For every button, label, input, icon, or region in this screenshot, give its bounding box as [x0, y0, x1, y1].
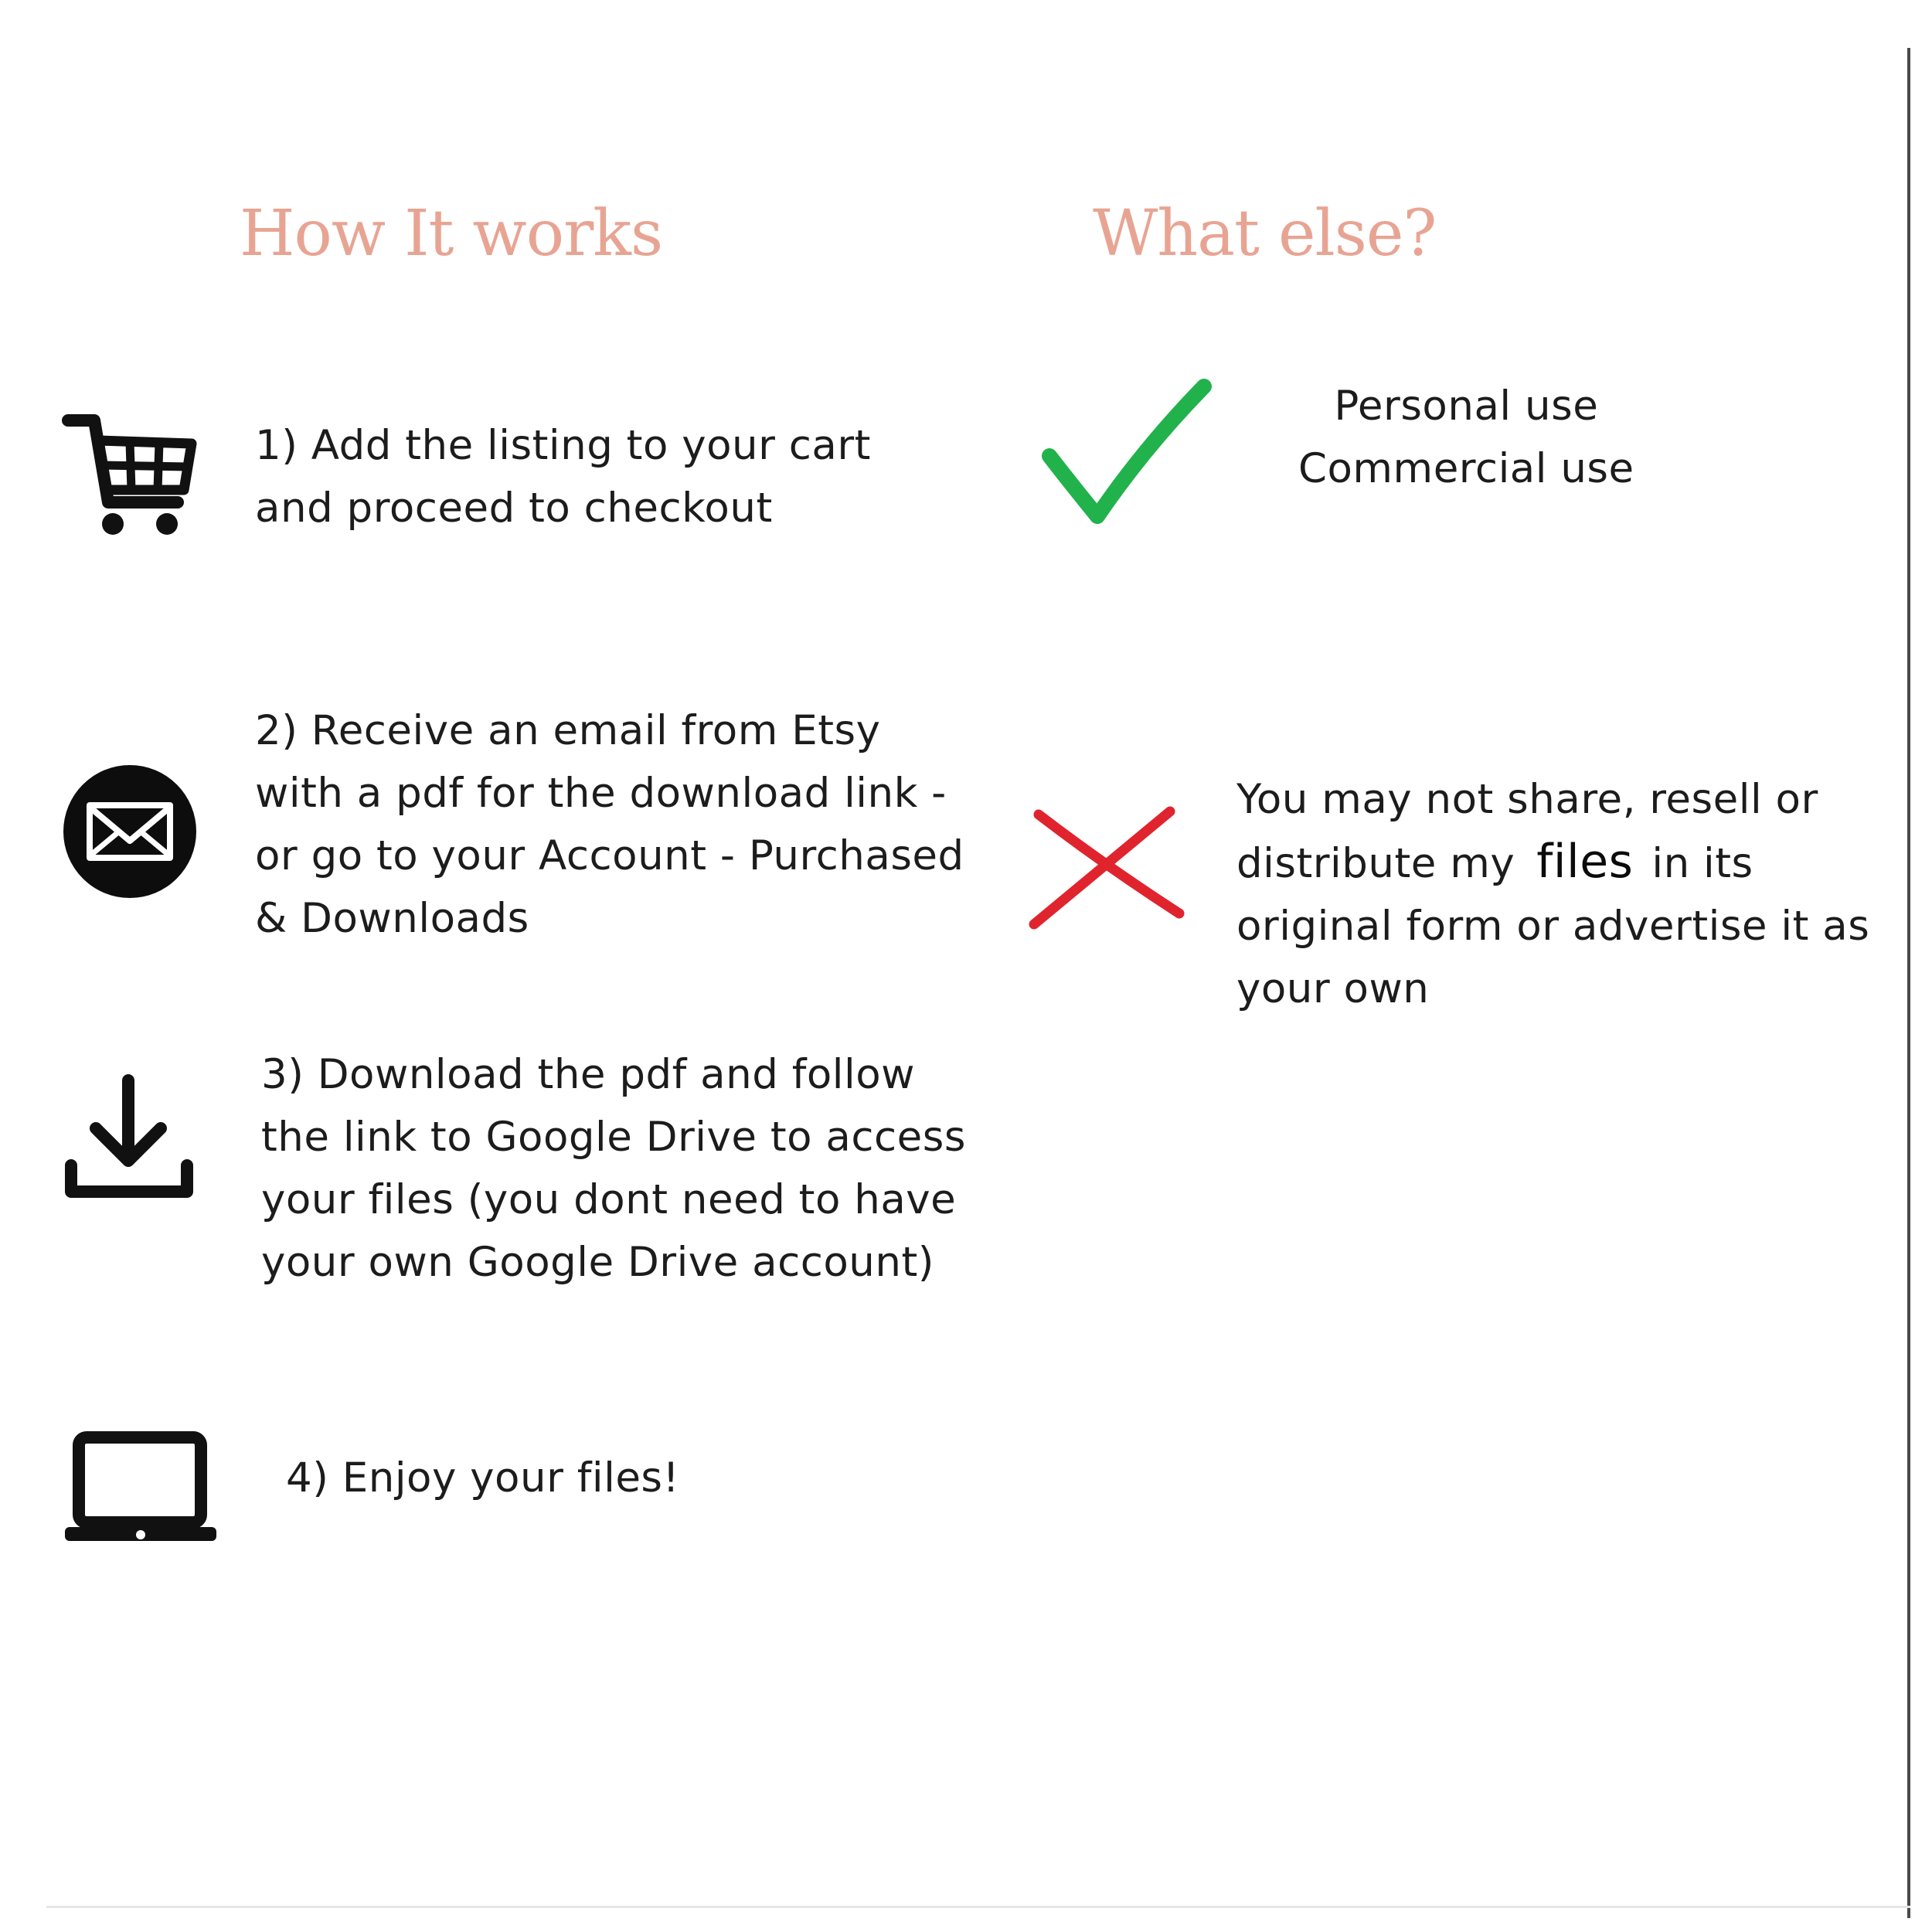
- files-word: files: [1536, 835, 1634, 889]
- download-icon: [63, 1074, 196, 1207]
- restriction-line: [1236, 831, 1869, 895]
- how-it-works-heading: How It works: [240, 197, 663, 270]
- allowed-uses-text: [1298, 375, 1634, 500]
- laptop-icon: [63, 1431, 218, 1547]
- envelope-icon: [63, 765, 196, 898]
- step-1-text: [255, 414, 871, 539]
- step-3-line: 3) Download the pdf and follow: [261, 1051, 916, 1098]
- step-1-line: and proceed to checkout: [255, 485, 773, 532]
- right-border: [1907, 48, 1910, 1918]
- step-3-line: your files (you dont need to have: [261, 1176, 957, 1223]
- bottom-border: [46, 1906, 1910, 1908]
- step-2-line: with a pdf for the download link -: [255, 770, 947, 817]
- cross-icon: [1028, 804, 1190, 935]
- step-4-text: [286, 1447, 679, 1509]
- checkmark-icon: [1036, 379, 1213, 533]
- allowed-use-personal: Personal use: [1334, 383, 1599, 430]
- restriction-line: You may not share, resell or: [1236, 776, 1818, 823]
- restriction-line: your own: [1236, 965, 1430, 1012]
- step-3-line: the link to Google Drive to access: [261, 1114, 966, 1161]
- step-2-text: [255, 699, 964, 950]
- what-else-heading: What else?: [1093, 197, 1437, 270]
- step-3-line: your own Google Drive account): [261, 1239, 934, 1286]
- step-4-line: 4) Enjoy your files!: [286, 1454, 680, 1502]
- restriction-segment: in its: [1651, 840, 1753, 887]
- step-2-line: or go to your Account - Purchased: [255, 832, 964, 879]
- step-1-line: 1) Add the listing to your cart: [255, 422, 871, 469]
- restriction-segment: distribute my: [1236, 840, 1515, 887]
- step-2-line: & Downloads: [255, 895, 529, 942]
- allowed-use-commercial: Commercial use: [1298, 445, 1634, 492]
- restriction-line: original form or advertise it as: [1236, 903, 1870, 950]
- shopping-cart-icon: [62, 410, 201, 541]
- step-2-line: 2) Receive an email from Etsy: [255, 707, 881, 754]
- restrictions-text: [1236, 768, 1869, 1020]
- step-3-text: [261, 1043, 966, 1294]
